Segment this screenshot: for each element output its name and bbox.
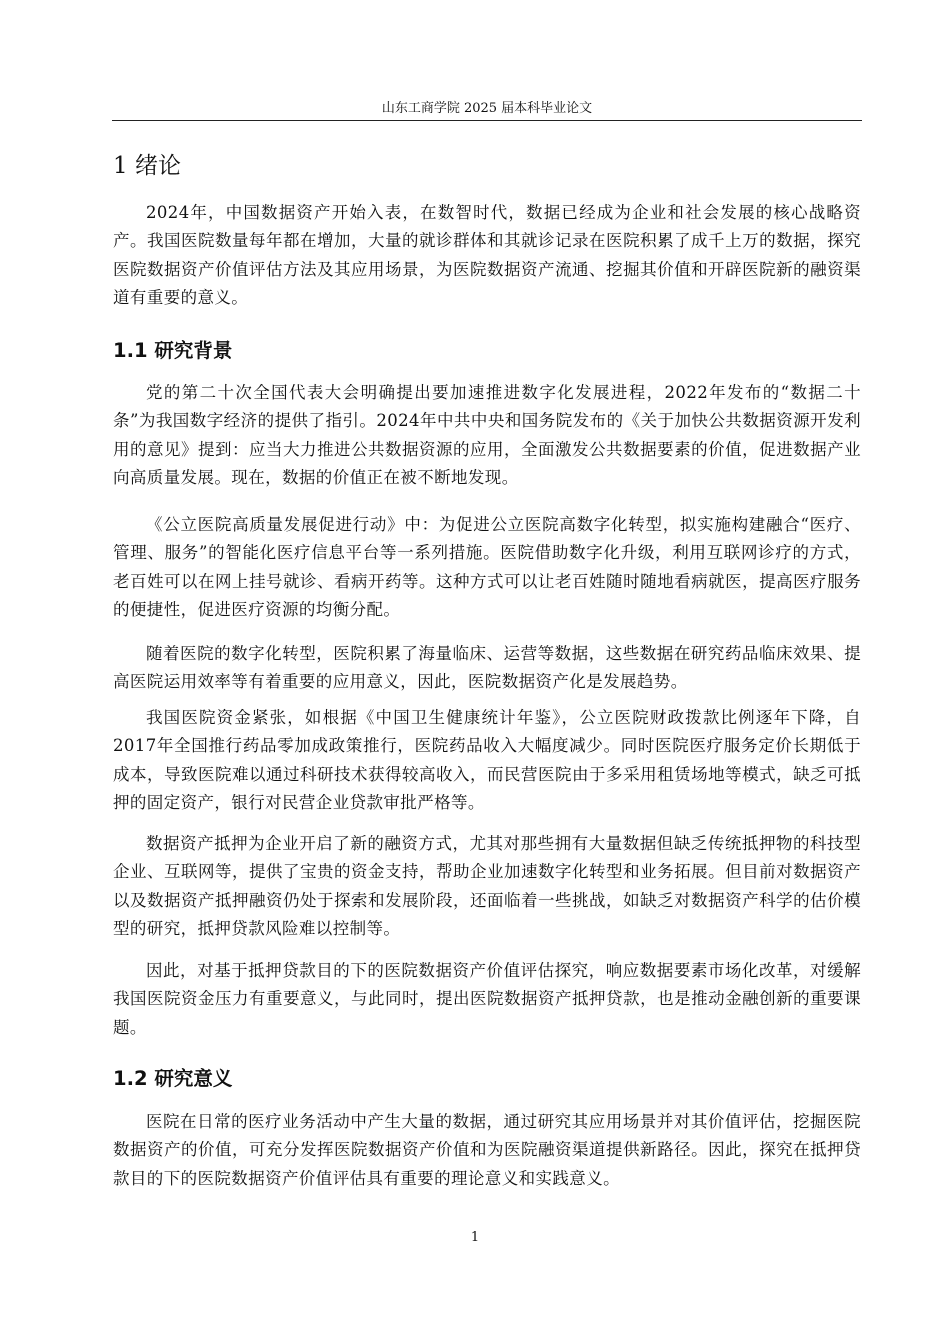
page-number: 1 [470, 1230, 480, 1245]
background-paragraph-1: 党的第二十次全国代表大会明确提出要加速推进数字化发展进程，2022年发布的“数据二十条”为我国数字经济的提供了指引。2024年中共中央和国务院发布的《关于加快公共数据资源开发利用的意见》提到：应当大力推进公共数据资源的应用，全面激发公共数据要素的价值，促进数据产业向高质量发展。现在，数据的价值正在被不断地发现。 [113, 383, 861, 488]
background-paragraph-5: 数据资产抵押为企业开启了新的融资方式，尤其对那些拥有大量数据但缺乏传统抵押物的科技型企业、互联网等，提供了宝贵的资金支持，帮助企业加速数字化转型和业务拓展。但目前对数据资产以及数据资产抵押融资仍处于探索和发展阶段，还面临着一些挑战，如缺乏对数据资产科学的估价模型的研究，抵押贷款风险难以控制等。 [113, 834, 861, 939]
significance-paragraph-1: 医院在日常的医疗业务活动中产生大量的数据，通过研究其应用场景并对其价值评估，挖掘医院数据资产的价值，可充分发挥医院数据资产价值和为医院融资渠道提供新路径。因此，探究在抵押贷款目的下的医院数据资产价值评估具有重要的理论意义和实践意义。 [113, 1112, 861, 1188]
chapter-intro-paragraph: 2024年，中国数据资产开始入表，在数智时代，数据已经成为企业和社会发展的核心战略资产。我国医院数量每年都在增加，大量的就诊群体和其就诊记录在医院积累了成千上万的数据，探究医院数据资产价值评估方法及其应用场景，为医院数据资产流通、挖掘其价值和开辟医院新的融资渠道有重要的意义。 [113, 203, 861, 308]
section-heading-research-significance: 1.2 研究意义 [113, 1067, 233, 1090]
section-heading-research-background: 1.1 研究背景 [113, 339, 233, 362]
running-header: 山东工商学院 2025 届本科毕业论文 [112, 102, 862, 121]
background-paragraph-4: 我国医院资金紧张，如根据《中国卫生健康统计年鉴》，公立医院财政拨款比例逐年下降，自2017年全国推行药品零加成政策推行，医院药品收入大幅度减少。同时医院医疗服务定价长期低于成本，导致医院难以通过科研技术获得较高收入，而民营医院由于多采用租赁场地等模式，缺乏可抵押的固定资产，银行对民营企业贷款审批严格等。 [113, 708, 861, 813]
chapter-title: 1 绪论 [113, 153, 181, 179]
background-paragraph-3: 随着医院的数字化转型，医院积累了海量临床、运营等数据，这些数据在研究药品临床效果、提高医院运用效率等有着重要的应用意义，因此，医院数据资产化是发展趋势。 [113, 644, 861, 692]
background-paragraph-6: 因此，对基于抵押贷款目的下的医院数据资产价值评估探究，响应数据要素市场化改革，对缓解我国医院资金压力有重要意义，与此同时，提出医院数据资产抵押贷款，也是推动金融创新的重要课题。 [113, 961, 861, 1037]
background-paragraph-2: 《公立医院高质量发展促进行动》中：为促进公立医院高数字化转型，拟实施构建融合“医疗、管理、服务”的智能化医疗信息平台等一系列措施。医院借助数字化升级，利用互联网诊疗的方式，老百姓可以在网上挂号就诊、看病开药等。这种方式可以让老百姓随时随地看病就医，提高医疗服务的便捷性，促进医疗资源的均衡分配。 [113, 515, 861, 620]
